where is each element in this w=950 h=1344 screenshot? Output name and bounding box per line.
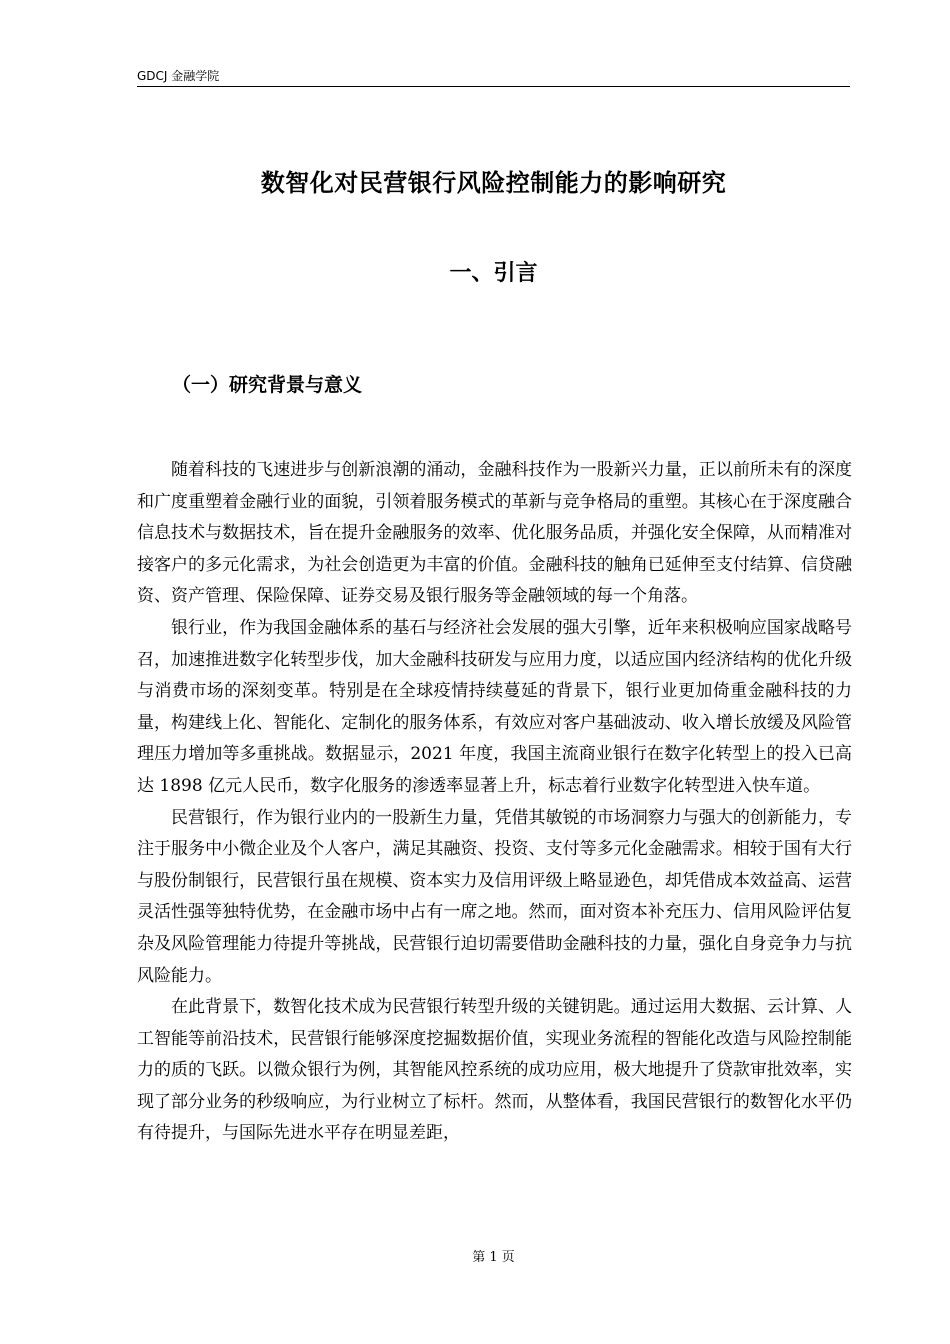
body-paragraph: 民营银行，作为银行业内的一股新生力量，凭借其敏锐的市场洞察力与强大的创新能力，专注于服务中小微企业及个人客户，满足其融资、投资、支付等多元化金融需求。相较于国有大行与股份制银行，民营银行虽在规模、资本实力及信用评级上略显逊色，却凭借成本效益高、运营灵活性强等独特优势，在金融市场中占有一席之地。然而，面对资本补充压力、信用风险评估复杂及风险管理能力待提升等挑战，民营银行迫切需要借助金融科技的力量，强化自身竞争力与抗风险能力。 xyxy=(137,807,852,986)
body-paragraph: 随着科技的飞速进步与创新浪潮的涌动，金融科技作为一股新兴力量，正以前所未有的深度和广度重塑着金融行业的面貌，引领着服务模式的革新与竞争格局的重塑。其核心在于深度融合信息技术与数据技术，旨在提升金融服务的效率、优化服务品质，并强化安全保障，从而精准对接客户的多元化需求，为社会创造更为丰富的价值。金融科技的触角已延伸至支付结算、信贷融资、资产管理、保险保障、证券交易及银行服务等金融领域的每一个角落。 xyxy=(137,460,852,607)
page-footer: 第 1 页 xyxy=(472,1250,515,1265)
document-title: 数智化对民营银行风险控制能力的影响研究 xyxy=(260,169,727,197)
body-paragraph: 银行业，作为我国金融体系的基石与经济社会发展的强大引擎，近年来积极响应国家战略号召，加速推进数字化转型步伐，加大金融科技研发与应用力度，以适应国内经济结构的优化升级与消费市场的深刻变革。特别是在全球疫情持续蔓延的背景下，银行业更加倚重金融科技的力量，构建线上化、智能化、定制化的服务体系，有效应对客户基础波动、收入增长放缓及风险管理压力增加等多重挑战。数据显示，2021 年度，我国主流商业银行在数字化转型上的投入已高达 1898 亿元人民币，数字化服务的渗透率显著上升，标志着行业数字化转型进入快车道。 xyxy=(137,617,852,796)
page-header: GDCJ 金融学院 xyxy=(137,68,850,87)
document-body xyxy=(137,455,852,1150)
body-paragraph: 在此背景下，数智化技术成为民营银行转型升级的关键钥匙。通过运用大数据、云计算、人工智能等前沿技术，民营银行能够深度挖掘数据价值，实现业务流程的智能化改造与风险控制能力的质的飞跃。以微众银行为例，其智能风控系统的成功应用，极大地提升了贷款审批效率，实现了部分业务的秒级响应，为行业树立了标杆。然而，从整体看，我国民营银行的数智化水平仍有待提升，与国际先进水平存在明显差距， xyxy=(137,997,852,1144)
section-heading: 一、引言 xyxy=(449,261,538,286)
subsection-heading: （一）研究背景与意义 xyxy=(172,374,363,396)
